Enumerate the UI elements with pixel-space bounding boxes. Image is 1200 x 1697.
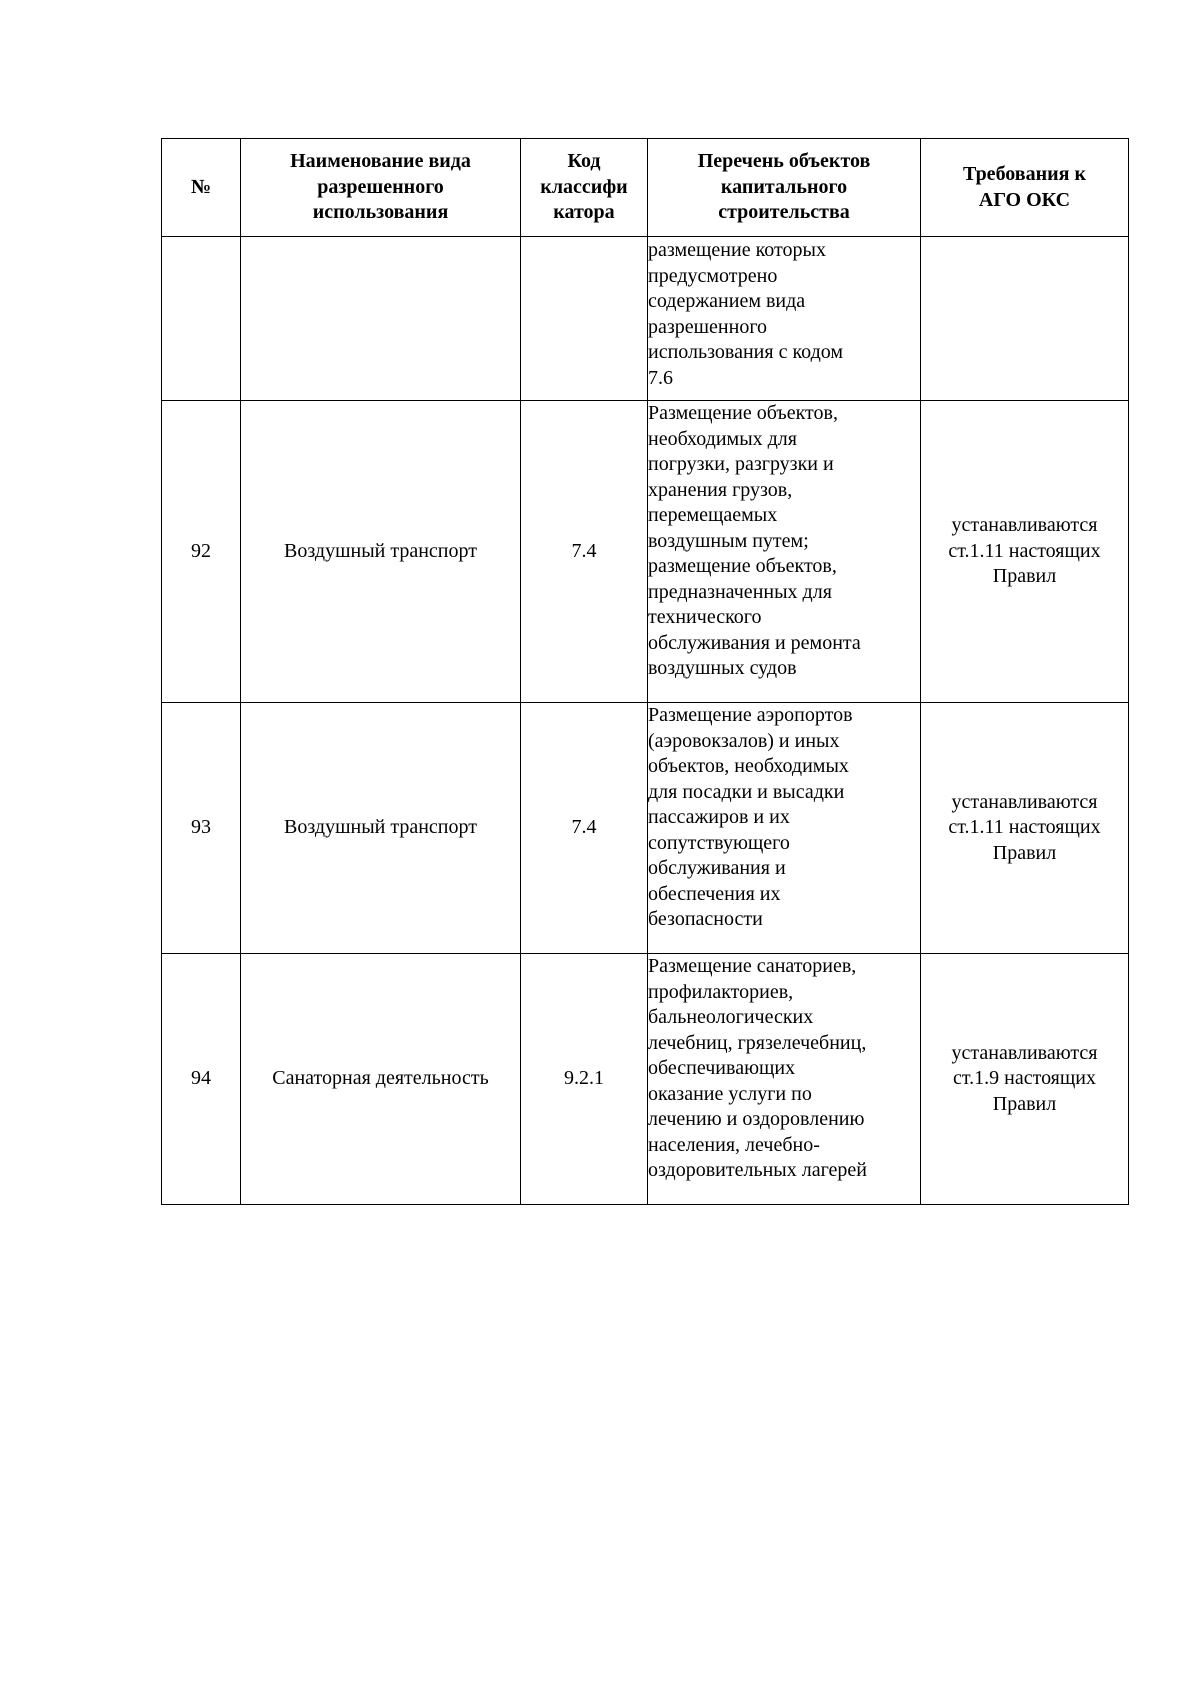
cell-requirements: устанавливаются ст.1.11 настоящих Правил <box>921 703 1129 954</box>
table-row <box>162 703 1129 954</box>
cell-name <box>241 237 521 401</box>
cell-objects: Размещение объектов, необходимых для погрузки, разгрузки и хранения грузов, перемещаемых воздушным путем; размещение объектов, предназначенных для технического обслуживания и ремонта воздушных судов <box>648 401 921 703</box>
cell-objects: Размещение санаториев, профилакториев, бальнеологических лечебниц, грязелечебниц, обеспечивающих оказание услуги по лечению и оздоровлению населения, лечебно- оздоровительных лагерей <box>648 954 921 1205</box>
cell-code: 7.4 <box>521 401 648 703</box>
table-row <box>162 954 1129 1205</box>
cell-name: Воздушный транспорт <box>241 703 521 954</box>
cell-code <box>521 237 648 401</box>
cell-number: 93 <box>162 703 241 954</box>
table-row-continuation <box>162 237 1129 401</box>
cell-code: 9.2.1 <box>521 954 648 1205</box>
cell-number: 94 <box>162 954 241 1205</box>
header-requirements: Требования к АГО ОКС <box>921 139 1129 237</box>
header-use-type-name: Наименование вида разрешенного использования <box>241 139 521 237</box>
cell-objects: Размещение аэропортов (аэровокзалов) и иных объектов, необходимых для посадки и высадки пассажиров и их сопутствующего обслуживания и обеспечения их безопасности <box>648 703 921 954</box>
cell-name: Санаторная деятельность <box>241 954 521 1205</box>
header-objects-list: Перечень объектов капитального строительства <box>648 139 921 237</box>
cell-number <box>162 237 241 401</box>
cell-requirements: устанавливаются ст.1.9 настоящих Правил <box>921 954 1129 1205</box>
cell-name: Воздушный транспорт <box>241 401 521 703</box>
header-classifier-code: Код классифи катора <box>521 139 648 237</box>
table-row <box>162 401 1129 703</box>
cell-objects: размещение которых предусмотрено содержанием вида разрешенного использования с кодом 7.6 <box>648 237 921 401</box>
header-number: № <box>162 139 241 237</box>
cell-number: 92 <box>162 401 241 703</box>
land-use-table <box>161 138 1129 1205</box>
cell-requirements <box>921 237 1129 401</box>
cell-code: 7.4 <box>521 703 648 954</box>
cell-requirements: устанавливаются ст.1.11 настоящих Правил <box>921 401 1129 703</box>
table-header-row <box>162 139 1129 237</box>
